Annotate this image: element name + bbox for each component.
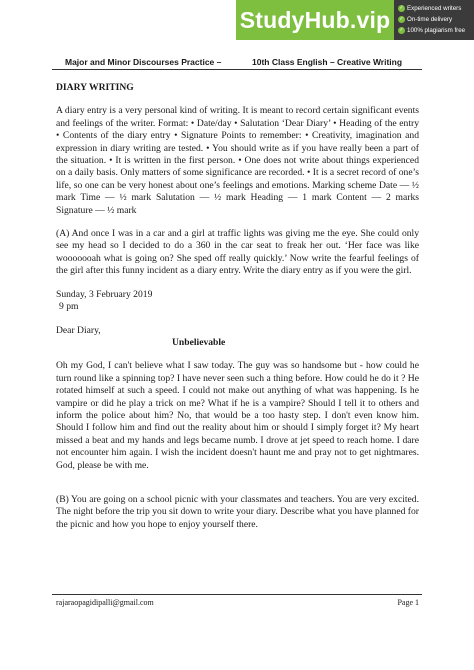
brand-name: StudyHub.vip bbox=[239, 7, 391, 33]
ad-banner bbox=[0, 0, 474, 40]
check-icon: ✓ bbox=[399, 16, 404, 22]
entry-date: Sunday, 3 February 2019 bbox=[56, 288, 153, 300]
promo-item: ✓ Experienced writers bbox=[399, 5, 462, 12]
intro-paragraph: A diary entry is a very personal kind of writing. It is meant to record certain significant events and feelings of the writer. Format: • Date/day • Salutation ‘Dear Diary’ • Heading of the entry • Contents of the diary entry • Signature Points to remember: • Creativity, imagination and expression in diary writing are tested. • You should write as if you have really been a part of the situation. • It is written in the first person. • One does not write about things experienced on a daily basis. Only matters of some significance are recorded. • It is a secret record of one’s life, so one can be very honest about one’s feelings and emotions. Marking scheme Date — ½ mark Time — ½ mark Salutation — ½ mark Heading — 1 mark Content — 2 marks Signature — ½ mark bbox=[56, 105, 419, 216]
check-icon: ✓ bbox=[399, 27, 404, 33]
footer-divider bbox=[52, 594, 422, 595]
entry-heading: Unbelievable bbox=[172, 336, 226, 348]
entry-time: 9 pm bbox=[59, 301, 79, 313]
question-b: (B) You are going on a school picnic with your classmates and teachers. You are very excited. The night before the trip you sit down to write your diary. Describe what you have planned for the picnic and how you hope to enjoy yourself there. bbox=[56, 493, 419, 530]
page-title: DIARY WRITING bbox=[56, 82, 134, 93]
question-a: (A) And once I was in a car and a girl at traffic lights was giving me the eye. She could only see my head so I decided to do a 360 in the car seat to freak her out. ‘Her face was like wooooooah what is going on? She sped off really quickly.’ Now write the fearful feelings of the girl after this funny incident as a diary entry. Write the diary entry as if you were the girl. bbox=[56, 228, 419, 277]
header-right: 10th Class English – Creative Writing bbox=[252, 57, 403, 67]
promo-item: ✓ On-time delivery bbox=[399, 16, 453, 23]
entry-content: Oh my God, I can't believe what I saw today. The guy was so handsome but - how could he turn round like a spinning top? I have never seen such a thing before. How could he do it ? He rotated himself at such a speed. I could not make out anything of what was happening. Is he vampire or did he play a trick on me? What if he is a vampire? Should I tell it to others and inform the police about him? No, that would be a too hasty step. I don't even know him. Should I follow him and find out the reality about him or should I simply forget it? My heart missed a beat and my hands and legs became numb. I drove at jet speed to reach home. I dare not encounter him again. I wish the incident doesn't haunt me and pray not to get nightmares. God, please be with me. bbox=[56, 360, 419, 471]
author-email: rajaraopagidipalli@gmail.com bbox=[56, 598, 154, 607]
studyhub-brand-link[interactable] bbox=[236, 0, 394, 40]
page-number: Page 1 bbox=[397, 598, 419, 607]
header-divider bbox=[52, 69, 422, 70]
document-body bbox=[56, 82, 419, 531]
entry-salutation: Dear Diary, bbox=[56, 324, 101, 336]
check-icon: ✓ bbox=[399, 5, 404, 11]
promo-panel bbox=[394, 0, 474, 40]
header-left: Major and Minor Discourses Practice – bbox=[65, 57, 222, 67]
promo-item: ✓ 100% plagiarism free bbox=[399, 27, 466, 34]
